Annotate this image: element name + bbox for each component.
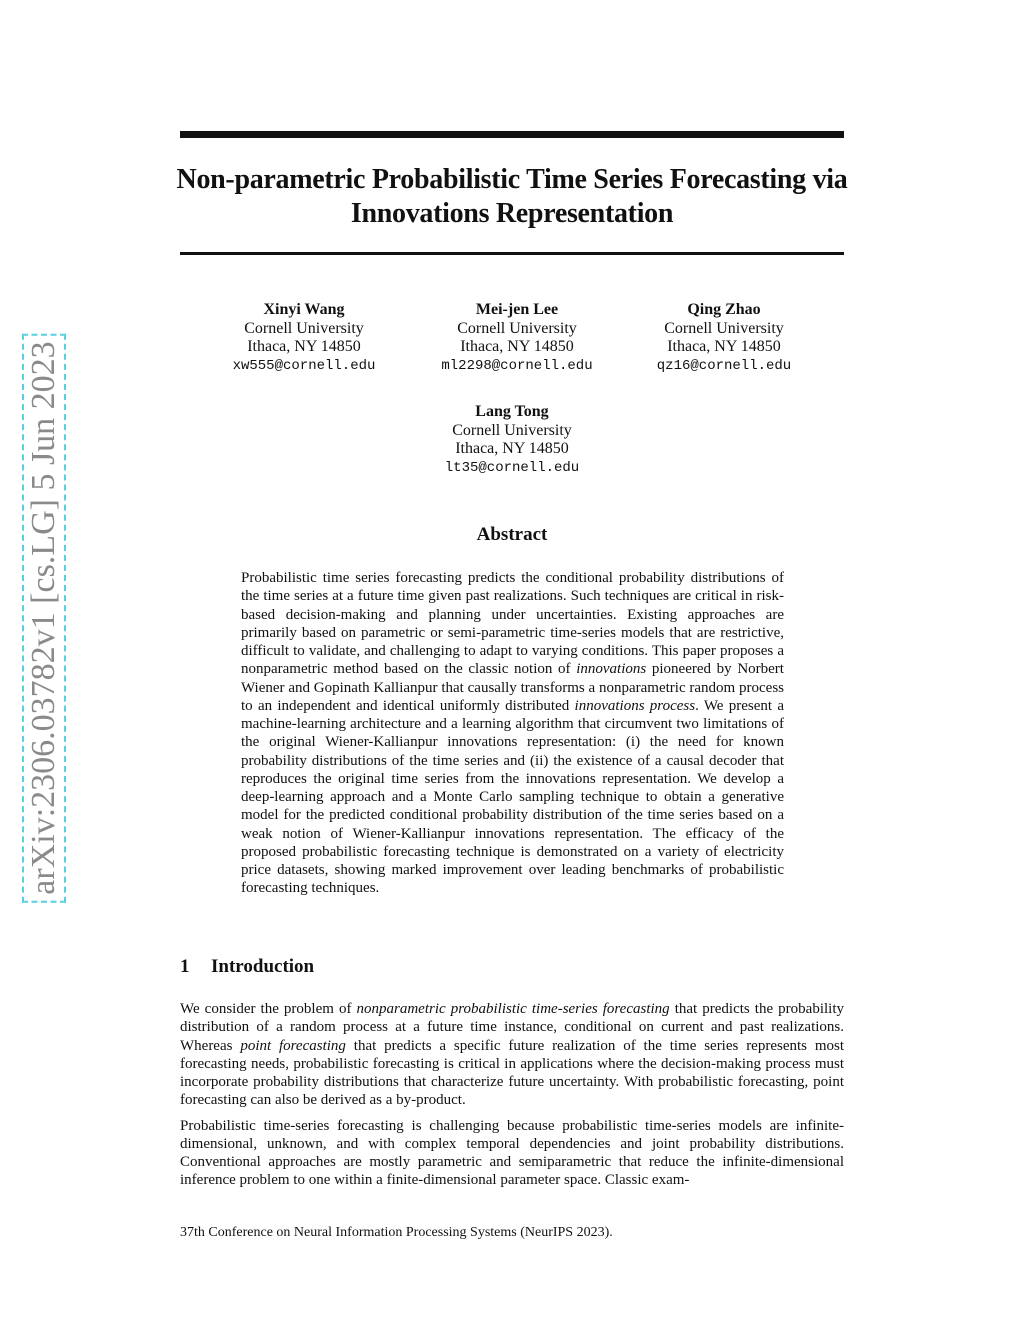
abstract-body: [241, 569, 784, 898]
paper-title: Non-parametric Probabilistic Time Series Forecasting via Innovations Representation: [176, 164, 848, 229]
author-affiliation: Cornell University: [664, 319, 784, 337]
paragraph-text: that predicts the probability distribution of a random process at a future time instance, conditional on current and past realizations. Whereas: [180, 1001, 844, 1054]
abstract-emphasis: innovations process: [574, 697, 696, 714]
paragraph-text: that predicts a specific future realization of the time series represents most forecasting needs, probabilistic forecasting is critical in applications where the decision-making process must incorporate probability distributions that characterize future uncertainty. With probabilistic forecasting, point forecasting can also be derived as a by-product.: [180, 1037, 845, 1109]
author-address: Ithaca, NY 14850: [455, 440, 569, 457]
author-email[interactable]: lt35@cornell.edu: [444, 459, 580, 476]
author-block: [614, 301, 834, 375]
author-affiliation: Cornell University: [452, 421, 572, 439]
author-affiliation: Cornell University: [457, 319, 577, 337]
author-address: Ithaca, NY 14850: [460, 338, 574, 355]
conference-footnote: 37th Conference on Neural Information Processing Systems (NeurIPS 2023).: [180, 1225, 613, 1240]
author-name: Qing Zhao: [687, 301, 761, 318]
author-affiliation: Cornell University: [244, 319, 364, 337]
paragraph: Probabilistic time-series forecasting is challenging because probabilistic time-series models are infinite-dimensional, unknown, and with complex temporal dependencies and joint probability distributions. Conventional approaches are mostly parametric and semiparametric that reduce the infinite-dimensional inference problem to one within a finite-dimensional parameter space. Classic exam-: [180, 1117, 844, 1189]
author-email[interactable]: xw555@cornell.edu: [232, 357, 376, 374]
abstract-text: pioneered by Norbert Wiener and Gopinath Kallianpur that causally transforms a nonparametric random process to an independent and identical uniformly distributed: [241, 661, 784, 714]
section-heading-introduction: [180, 955, 314, 979]
author-name: Mei-jen Lee: [475, 301, 559, 318]
abstract-text: . We present a machine-learning architecture and a learning algorithm that circumvent two limitations of the original Wiener-Kallianpur innovations representation: (i) the need for known probability distributions of the time series and (ii) the existence of a causal decoder that reproduces the original time series from the innovations representation. We develop a deep-learning approach and a Monte Carlo sampling technique to obtain a generative model for the predicted conditional probability distribution of the time series based on a weak notion of Wiener-Kallianpur innovations representation. The efficacy of the proposed probabilistic forecasting technique is demonstrated on a variety of electricity price datasets, showing marked improvement over leading benchmarks of probabilistic forecasting techniques.: [241, 697, 784, 897]
title-top-rule: [180, 131, 844, 138]
author-block: [402, 403, 622, 477]
paragraph-emphasis: nonparametric probabilistic time-series forecasting: [356, 1001, 670, 1017]
author-name: Lang Tong: [475, 403, 549, 420]
author-block: [194, 301, 414, 375]
abstract-heading: Abstract: [476, 524, 548, 545]
author-address: Ithaca, NY 14850: [667, 338, 781, 355]
section-number: 1: [180, 956, 190, 977]
author-block: [407, 301, 627, 375]
paragraph: [180, 1000, 844, 1110]
introduction-body: [180, 1000, 844, 1190]
author-address: Ithaca, NY 14850: [247, 338, 361, 355]
author-email[interactable]: ml2298@cornell.edu: [441, 357, 593, 374]
abstract-emphasis: innovations: [576, 661, 647, 678]
section-title: Introduction: [211, 956, 315, 977]
author-email[interactable]: qz16@cornell.edu: [656, 357, 792, 374]
paragraph-emphasis: point forecasting: [240, 1037, 346, 1054]
abstract-text: Probabilistic time series forecasting predicts the conditional probability distributions of the time series at a future time given past realizations. Such techniques are critical in risk-based decision-making and planning under uncertainties. Existing approaches are primarily based on parametric or semi-parametric time-series models that are restrictive, difficult to validate, and challenging to adapt to varying conditions. This paper proposes a nonparametric method based on the classic notion of: [241, 570, 784, 678]
author-name: Xinyi Wang: [263, 301, 345, 318]
paragraph-text: We consider the problem of: [180, 1001, 357, 1017]
title-bottom-rule: [180, 252, 844, 255]
arxiv-identifier-stamp[interactable]: arXiv:2306.03782v1 [cs.LG] 5 Jun 2023: [22, 333, 66, 902]
